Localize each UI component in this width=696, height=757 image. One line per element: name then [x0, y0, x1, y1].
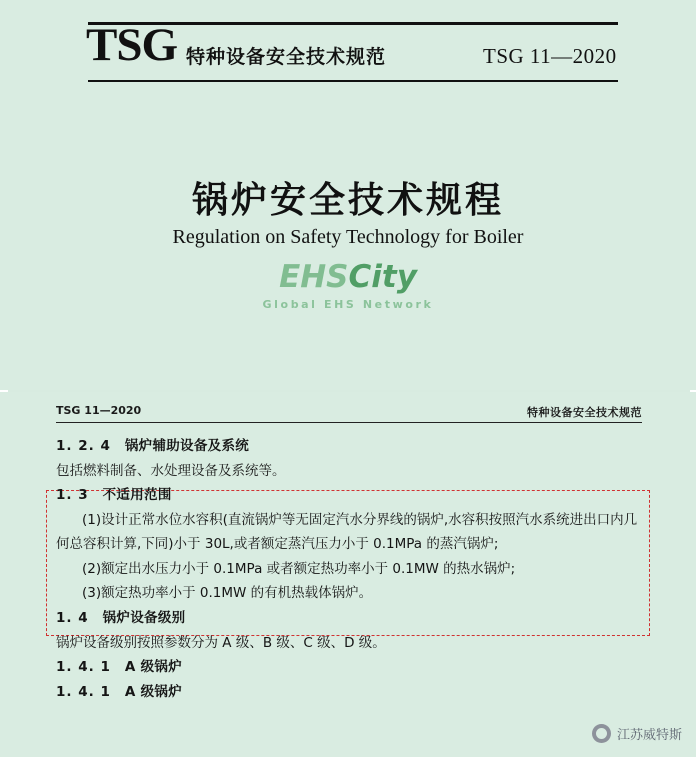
section-heading [56, 606, 646, 631]
inner-page-section [0, 392, 696, 757]
document-title-en: Regulation on Safety Technology for Boiler [172, 226, 524, 248]
cover-bottom-rule [88, 80, 618, 82]
section-number: 1. 4. 1 [56, 659, 111, 676]
avatar [592, 724, 611, 743]
section-heading [56, 680, 646, 705]
running-head-right: 特种设备安全技术规范 [527, 406, 642, 419]
section-number: 1. 2. 4 [56, 438, 111, 454]
paragraph: (1)设计正常水位水容积(直流锅炉等无固定汽水分界线的锅炉,水容积按照汽水系统进出口内几何总容积计算,下同)小于 30L,或者额定蒸汽压力小于 0.1MPa 的蒸汽锅炉; [56, 511, 638, 553]
section-heading [56, 655, 646, 680]
section-title: A 级锅炉 [124, 659, 182, 676]
section-title: 锅炉辅助设备及系统 [124, 438, 250, 454]
section-title: 锅炉设备级别 [102, 609, 186, 626]
cover-standard-code: TSG 11—2020 [483, 44, 617, 68]
paragraph: (3)额定热功率小于 0.1MW 的有机热载体锅炉。 [82, 585, 373, 602]
author-badge[interactable] [592, 724, 682, 743]
section-title: 不适用范围 [102, 487, 172, 504]
section-number: 1. 4 [56, 609, 89, 626]
tsg-logo: TSG [86, 19, 178, 71]
section-title: A 级锅炉 [124, 683, 182, 700]
section-number: 1. 4. 1 [56, 683, 111, 700]
watermark-main [0, 259, 696, 295]
running-head [56, 404, 642, 420]
cover-subtitle: 特种设备安全技术规范 [186, 46, 387, 68]
watermark-sub: Global EHS Network [262, 298, 434, 311]
watermark-main-part2: City [348, 259, 417, 295]
watermark [0, 259, 696, 311]
running-head-left: TSG 11—2020 [56, 404, 142, 417]
running-head-rule [56, 422, 642, 423]
watermark-main-part1: EHS [279, 259, 349, 295]
paragraph: 锅炉设备级别按照参数分为 A 级、B 级、C 级、D 级。 [56, 634, 386, 651]
document-title-cn: 锅炉安全技术规程 [191, 180, 504, 221]
paragraph: (2)额定出水压力小于 0.1MPa 或者额定热功率小于 0.1MW 的热水锅炉; [82, 560, 516, 577]
section-number: 1. 3 [56, 487, 89, 504]
paragraph: 包括燃料制备、水处理设备及系统等。 [56, 462, 286, 479]
section-heading [56, 434, 646, 459]
scope-exclusion-block [56, 483, 646, 606]
body-text [56, 434, 646, 704]
section-heading [56, 483, 646, 508]
author-badge-label: 江苏威特斯 [616, 728, 682, 743]
